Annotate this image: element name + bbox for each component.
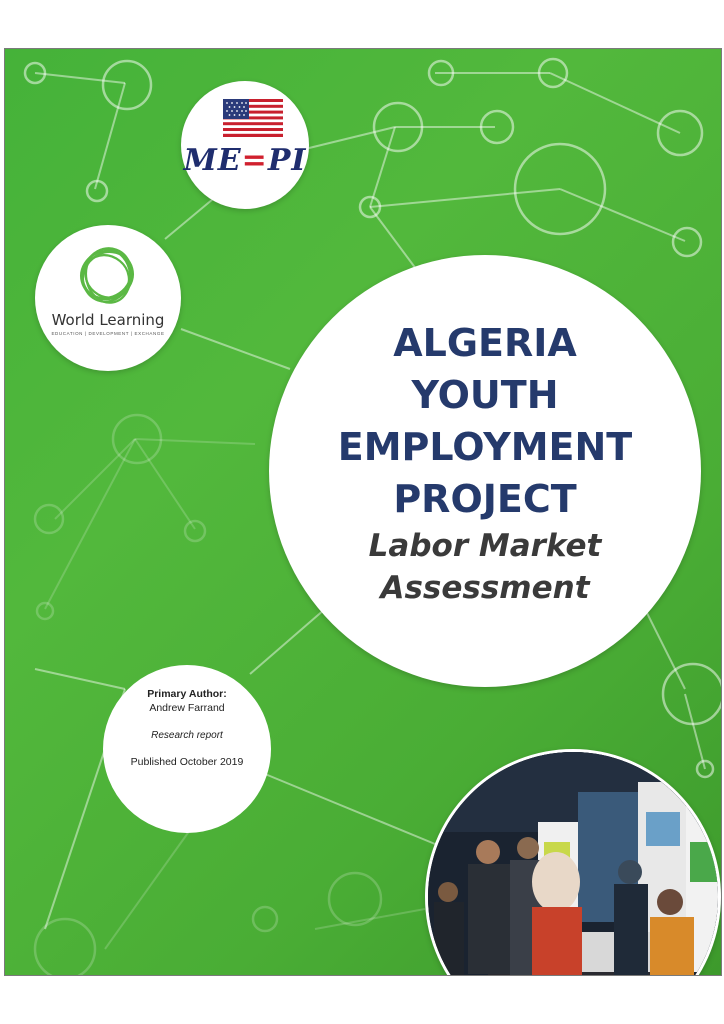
author-info [105, 687, 269, 769]
report-type: Research report [151, 730, 223, 741]
green-circle-logo-icon [75, 243, 139, 307]
world-learning-tagline: EDUCATION | DEVELOPMENT | EXCHANGE [51, 331, 165, 336]
report-title [269, 317, 701, 609]
title-line: YOUTH [411, 373, 559, 417]
title-line: PROJECT [393, 477, 577, 521]
author-badge [103, 665, 271, 833]
world-learning-logo-badge [35, 225, 181, 371]
subtitle-line: Assessment [380, 570, 590, 606]
report-cover [4, 48, 722, 976]
title-line: EMPLOYMENT [337, 425, 633, 469]
author-label: Primary Author: [147, 688, 227, 700]
title-badge [269, 255, 701, 687]
subtitle-line: Labor Market [368, 528, 602, 564]
publication-date: Published October 2019 [130, 756, 244, 768]
author-name: Andrew Farrand [149, 702, 225, 714]
mepi-wordmark: ME=PI [183, 143, 307, 178]
title-line: ALGERIA [393, 321, 577, 365]
job-fair-photo-illustration [428, 752, 718, 976]
us-flag-icon [223, 99, 283, 137]
mepi-logo-badge [181, 81, 309, 209]
world-learning-name: World Learning [51, 311, 165, 329]
job-fair-photo [425, 749, 721, 976]
